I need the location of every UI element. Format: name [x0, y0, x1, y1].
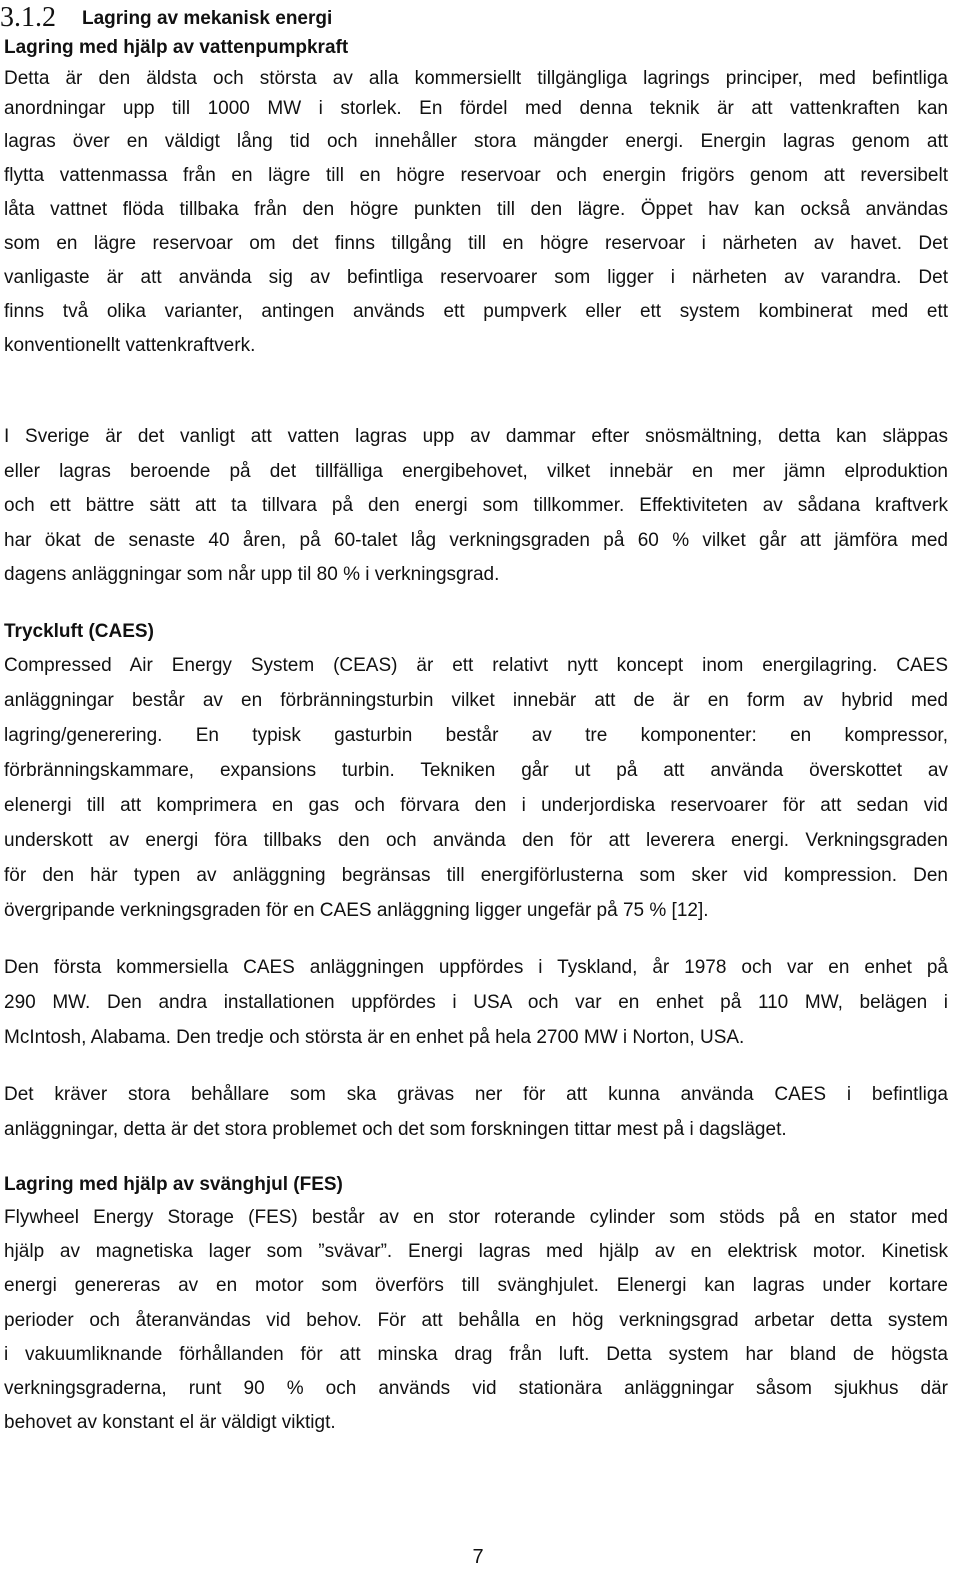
text-line: lagring/generering. En typisk gasturbin består av tre komponenter: en kompressor, — [4, 725, 948, 746]
subsection-heading-pumped-hydro: Lagring med hjälp av vattenpumpkraft — [4, 37, 349, 58]
text-line: elenergi till att komprimera en gas och förvara den i underjordiska reservoarer för att sedan vid — [4, 795, 948, 816]
text-line: verkningsgraderna, runt 90 % och används vid stationära anläggningar såsom sjukhus där — [4, 1378, 948, 1400]
subsection-heading-caes: Tryckluft (CAES) — [4, 621, 154, 642]
text-line: i vakuumliknande förhållanden för att minska drag från luft. Detta system har bland de högsta — [4, 1343, 948, 1365]
text-line: för den här typen av anläggning begränsas till energiförlusterna som sker vid kompression. Den — [4, 865, 948, 886]
page-number: 7 — [472, 1546, 484, 1568]
text-line: Compressed Air Energy System (CEAS) är ett relativt nytt koncept inom energilagring. CAES — [4, 655, 948, 676]
section-title: Lagring av mekanisk energi — [82, 8, 333, 29]
text-line: underskott av energi föra tillbaks den och använda den för att leverera energi. Verkningsgraden — [4, 830, 948, 851]
text-line: Den första kommersiella CAES anläggningen uppfördes i Tyskland, år 1978 och var en enhet på — [4, 957, 948, 978]
paragraph — [4, 64, 948, 363]
text-line: anläggningar består av en förbränningsturbin vilket innebär att de är en form av hybrid med — [4, 690, 948, 711]
text-line: vanligaste är att använda sig av befintliga reservoarer som ligger i närheten av varandra. Det — [4, 267, 948, 288]
text-line: behovet av konstant el är väldigt viktigt. — [4, 1412, 336, 1434]
paragraph — [4, 1201, 948, 1440]
text-line: perioder och återanvändas vid behov. För att behålla en hög verkningsgrad arbetar detta system — [4, 1309, 948, 1331]
text-line: lagras över en väldigt lång tid och innehåller stora mängder energi. Energin lagras genom att — [4, 131, 948, 152]
text-line: flytta vattenmassa från en lägre till en högre reservoar och energin frigörs genom att reversibelt — [4, 165, 948, 186]
text-line: McIntosh, Alabama. Den tredje och största är en enhet på hela 2700 MW i Norton, USA. — [4, 1027, 745, 1048]
text-line: hjälp av magnetiska lager som ”svävar”. Energi lagras med hjälp av en elektrisk motor. Kinetisk — [4, 1241, 948, 1263]
text-line: låta vattnet flöda tillbaka från den högre punkten till den lägre. Öppet hav kan också användas — [4, 199, 948, 220]
text-line: finns två olika varianter, antingen används ett pumpverk eller ett system kombinerat med ett — [4, 301, 948, 322]
text-line: som en lägre reservoar om det finns tillgång till en högre reservoar i närheten av havet. Det — [4, 233, 948, 254]
text-line: I Sverige är det vanligt att vatten lagras upp av dammar efter snösmältning, detta kan släppas — [4, 426, 948, 447]
text-line: energi genereras av en motor som överförs till svänghjulet. Elenergi kan lagras under kortare — [4, 1275, 948, 1297]
text-line: Flywheel Energy Storage (FES) består av en stor roterande cylinder som stöds på en stator med — [4, 1207, 948, 1228]
text-line: konventionellt vattenkraftverk. — [4, 335, 256, 356]
text-line: dagens anläggningar som når upp til 80 % i verkningsgrad. — [4, 564, 500, 585]
text-line: förbränningskammare, expansions turbin. Tekniken går ut på att använda överskottet av — [4, 760, 948, 781]
text-line: har ökat de senaste 40 åren, på 60-talet låg verkningsgraden på 60 % vilket går att jämföra med — [4, 529, 948, 551]
text-line: anläggningar, detta är det stora problemet och det som forskningen tittar mest på i dagsläget. — [4, 1119, 787, 1140]
paragraph — [4, 950, 948, 1055]
text-line: 290 MW. Den andra installationen uppfördes i USA och var en enhet på 110 MW, belägen i — [4, 992, 948, 1013]
paragraph — [4, 1077, 948, 1147]
text-line: Det kräver stora behållare som ska grävas ner för att kunna använda CAES i befintliga — [4, 1084, 948, 1105]
section-number: 3.1.2 — [0, 2, 56, 33]
text-line: anordningar upp till 1000 MW i storlek. En fördel med denna teknik är att vattenkraften kan — [4, 98, 948, 119]
text-line: eller lagras beroende på det tillfälliga energibehovet, vilket innebär en mer jämn elproduktion — [4, 460, 948, 482]
text-line: övergripande verkningsgraden för en CAES anläggning ligger ungefär på 75 % [12]. — [4, 900, 709, 921]
text-line: Detta är den äldsta och största av alla kommersiellt tillgängliga lagrings principer, med befintliga — [4, 68, 948, 89]
paragraph — [4, 420, 948, 593]
text-line: och ett bättre sätt att ta tillvara på den energi som tillkommer. Effektiviteten av sådana kraftverk — [4, 495, 948, 516]
subsection-heading-flywheel: Lagring med hjälp av svänghjul (FES) — [4, 1174, 343, 1195]
paragraph — [4, 648, 948, 928]
